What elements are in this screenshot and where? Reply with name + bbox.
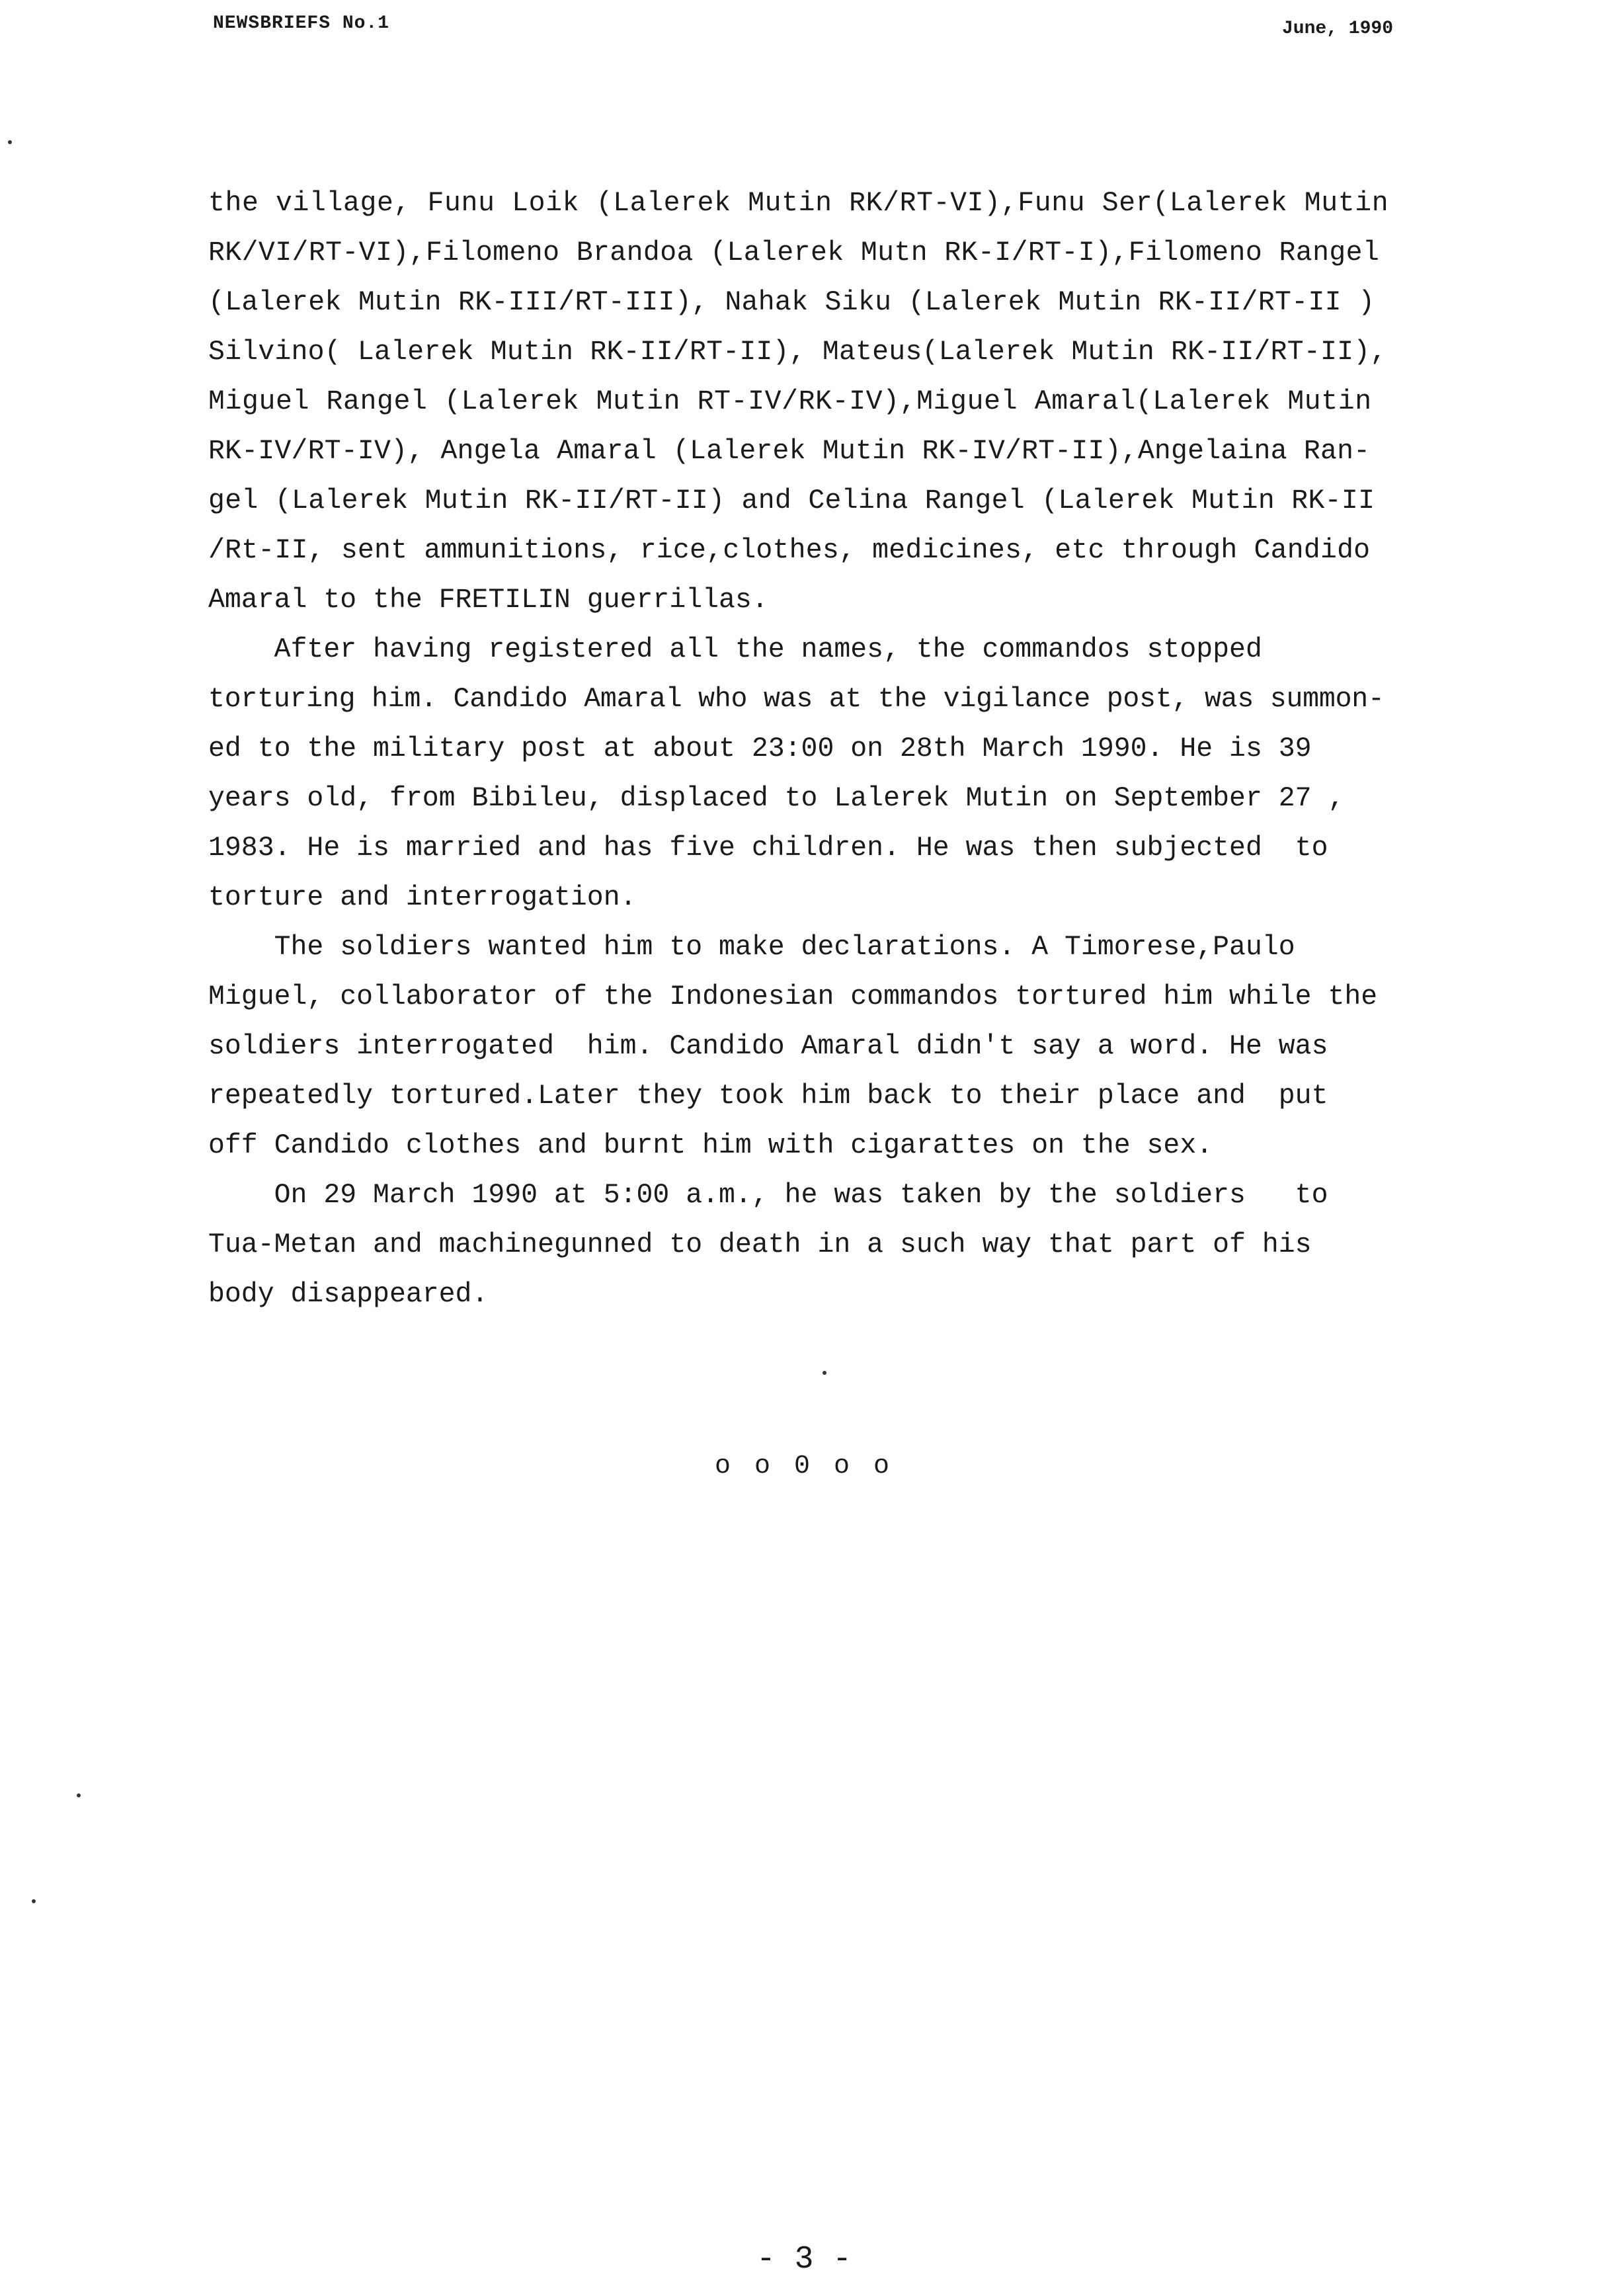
scan-speck — [823, 1371, 826, 1375]
text-line: Amaral to the FRETILIN guerrillas. — [208, 585, 768, 616]
text-line: The soldiers wanted him to make declarations. A Timorese,Paulo — [208, 932, 1295, 963]
text-line: off Candido clothes and burnt him with cigarattes on the sex. — [208, 1130, 1213, 1161]
text-line: gel (Lalerek Mutin RK-II/RT-II) and Celina Rangel (Lalerek Mutin RK-II — [208, 485, 1375, 516]
scan-speck — [8, 140, 12, 144]
text-line: (Lalerek Mutin RK-III/RT-III), Nahak Siku (Lalerek Mutin RK-II/RT-II ) — [208, 287, 1375, 318]
scan-speck — [77, 1793, 81, 1797]
text-line: Tua-Metan and machinegunned to death in a such way that part of his — [208, 1229, 1312, 1260]
text-line: body disappeared. — [208, 1279, 489, 1310]
text-line: On 29 March 1990 at 5:00 a.m., he was taken by the soldiers to — [208, 1180, 1328, 1211]
text-line: RK/VI/RT-VI),Filomeno Brandoa (Lalerek Mutn RK-I/RT-I),Filomeno Rangel — [208, 237, 1380, 268]
page-number: - 3 - — [756, 2242, 852, 2277]
text-line: years old, from Bibileu, displaced to Lalerek Mutin on September 27 , — [208, 783, 1345, 814]
text-line: RK-IV/RT-IV), Angela Amaral (Lalerek Mutin RK-IV/RT-II),Angelaina Ran- — [208, 436, 1371, 467]
date-header: June, 1990 — [1281, 19, 1393, 39]
text-line: repeatedly tortured.Later they took him back to their place and put — [208, 1081, 1328, 1112]
text-line: torturing him. Candido Amaral who was at the vigilance post, was summon- — [208, 684, 1385, 715]
text-line: /Rt-II, sent ammunitions, rice,clothes, medicines, etc through Candido — [208, 535, 1371, 566]
scan-speck — [32, 1899, 36, 1903]
body-text — [208, 179, 1402, 1319]
text-line: torture and interrogation. — [208, 882, 637, 913]
section-separator: o o 0 o o — [714, 1452, 894, 1481]
text-line: the village, Funu Loik (Lalerek Mutin RK/RT-VI),Funu Ser(Lalerek Mutin — [208, 188, 1389, 219]
text-line: ed to the military post at about 23:00 on 28th March 1990. He is 39 — [208, 733, 1312, 764]
text-line: 1983. He is married and has five children. He was then subjected to — [208, 833, 1328, 864]
text-line: Silvino( Lalerek Mutin RK-II/RT-II), Mateus(Lalerek Mutin RK-II/RT-II), — [208, 337, 1387, 368]
text-line: After having registered all the names, the commandos stopped — [208, 634, 1262, 665]
text-line: Miguel Rangel (Lalerek Mutin RT-IV/RK-IV),Miguel Amaral(Lalerek Mutin — [208, 386, 1372, 417]
text-line: soldiers interrogated him. Candido Amaral didn't say a word. He was — [208, 1031, 1328, 1062]
publication-header: NEWSBRIEFS No.1 — [213, 13, 390, 34]
text-line: Miguel, collaborator of the Indonesian commandos tortured him while the — [208, 981, 1378, 1012]
